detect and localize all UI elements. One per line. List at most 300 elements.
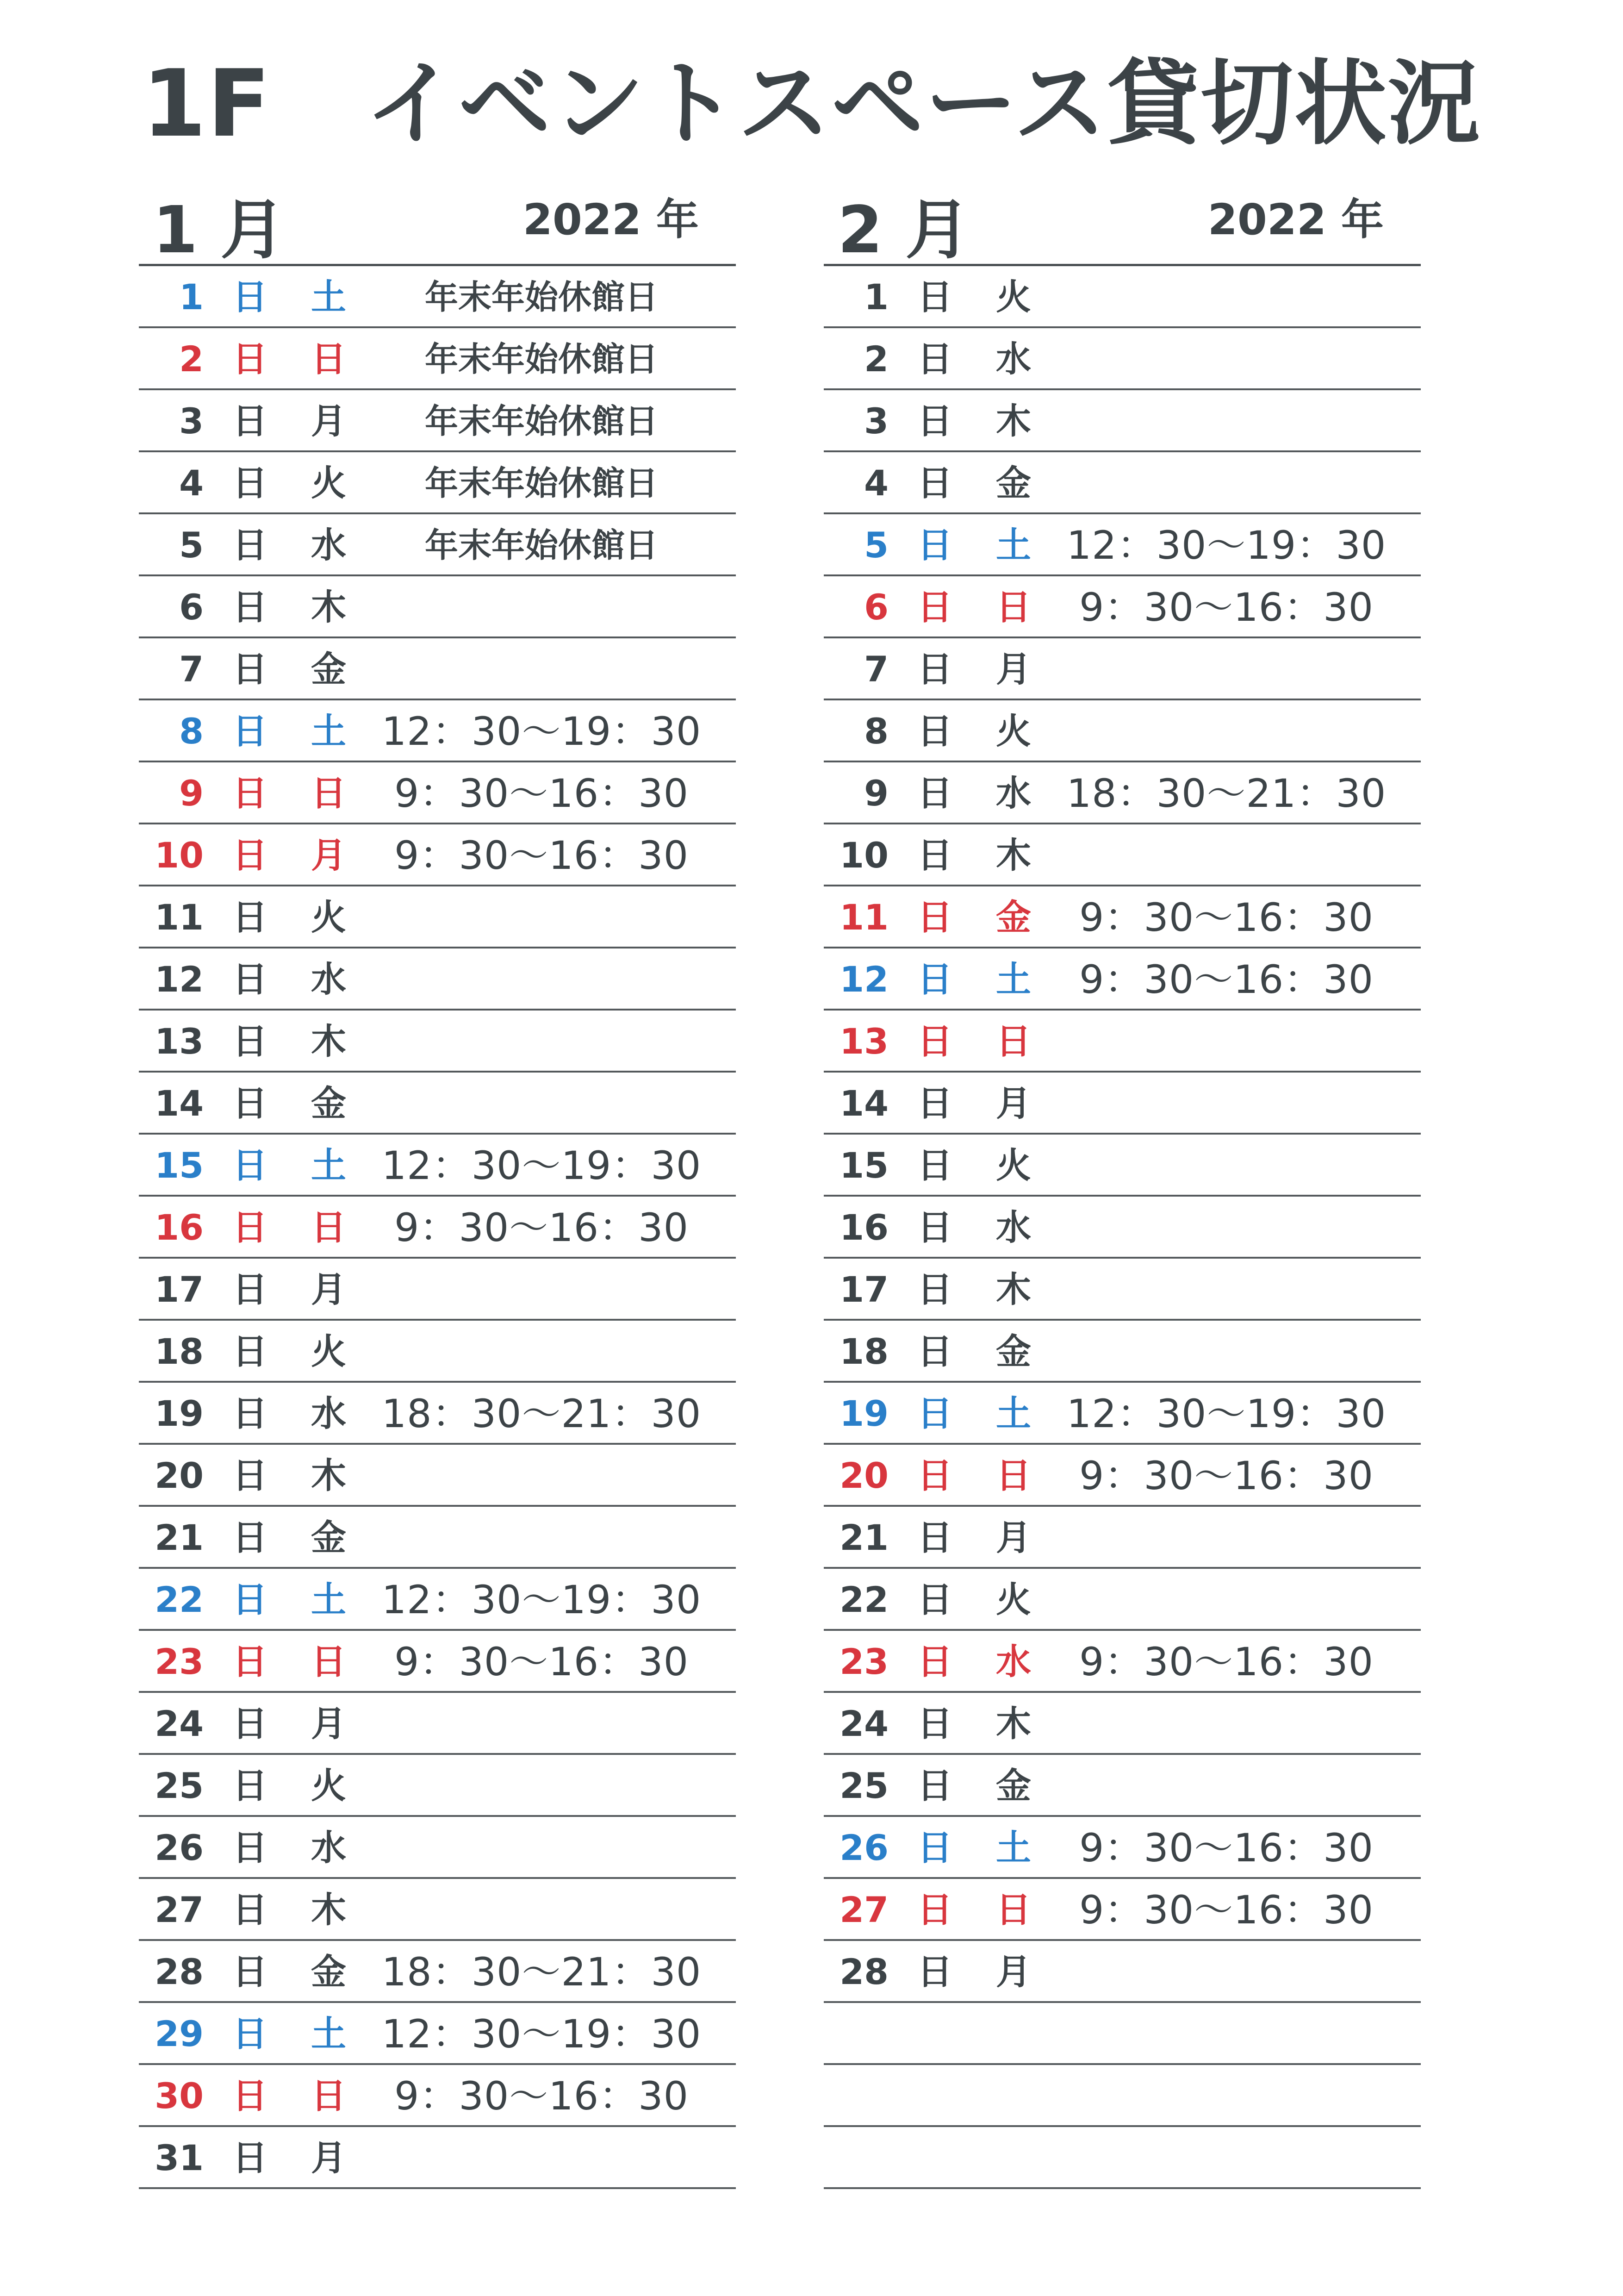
day-suffix: 日	[232, 1393, 267, 1434]
day-number: 24	[155, 1703, 204, 1744]
reservation-time	[379, 1011, 703, 1071]
day-number: 20	[839, 1455, 889, 1496]
day-number: 22	[839, 1579, 889, 1620]
day-suffix: 日	[232, 1207, 267, 1248]
day-suffix: 日	[917, 1393, 952, 1434]
day-row	[824, 700, 1421, 762]
day-row	[139, 328, 736, 390]
day-of-week: 土	[311, 711, 346, 752]
day-of-week: 水	[996, 338, 1031, 380]
day-suffix: 日	[232, 338, 267, 380]
day-number	[824, 2003, 889, 2063]
day-row	[824, 1197, 1421, 1259]
reservation-time	[1064, 1259, 1388, 1319]
day-suffix	[912, 2065, 958, 2125]
day-row	[824, 1011, 1421, 1073]
day-suffix: 日	[232, 649, 267, 690]
month-january	[139, 190, 736, 2189]
day-suffix: 日	[232, 400, 267, 442]
reservation-time	[1064, 2003, 1388, 2063]
day-number: 4	[179, 462, 204, 504]
reservation-time: 9：30～16：30	[1079, 895, 1374, 940]
day-row	[139, 2127, 736, 2189]
day-number: 9	[864, 773, 889, 814]
day-row	[824, 2065, 1421, 2127]
day-suffix: 日	[232, 897, 267, 938]
day-row	[824, 328, 1421, 390]
reservation-time: 12：30～19：30	[381, 1577, 702, 1622]
reservation-time: 12：30～19：30	[381, 709, 702, 754]
day-number: 23	[155, 1641, 204, 1682]
day-row	[139, 1941, 736, 2003]
reservation-time: 9：30～16：30	[1079, 1453, 1374, 1498]
day-row	[824, 1445, 1421, 1507]
day-number: 28	[839, 1951, 889, 1992]
reservation-time: 9：30～16：30	[1079, 1825, 1374, 1871]
day-of-week	[990, 2065, 1037, 2125]
reservation-time	[379, 948, 703, 1009]
day-row	[139, 824, 736, 886]
day-number: 31	[155, 2137, 204, 2178]
day-row	[139, 1507, 736, 1569]
day-row	[824, 1941, 1421, 2003]
day-suffix: 日	[917, 1331, 952, 1372]
day-number: 1	[864, 276, 889, 318]
day-of-week: 木	[311, 586, 346, 628]
day-row	[824, 1693, 1421, 1755]
day-row	[139, 1879, 736, 1941]
day-row	[139, 514, 736, 576]
reservation-time	[379, 1259, 703, 1319]
day-number: 21	[155, 1517, 204, 1558]
day-row	[824, 1383, 1421, 1445]
reservation-time: 12：30～19：30	[381, 2011, 702, 2057]
reservation-time	[1064, 1321, 1388, 1381]
day-row	[824, 886, 1421, 948]
day-row	[824, 1879, 1421, 1941]
day-suffix: 日	[917, 1641, 952, 1682]
day-of-week: 水	[311, 959, 346, 1000]
year-label: 2022 年	[522, 195, 699, 244]
day-number: 25	[155, 1765, 204, 1806]
reservation-time	[379, 1693, 703, 1753]
day-suffix: 日	[917, 338, 952, 380]
day-row	[824, 1507, 1421, 1569]
day-suffix: 日	[232, 276, 267, 318]
day-suffix: 日	[232, 1517, 267, 1558]
day-of-week: 日	[996, 1021, 1031, 1062]
day-row	[824, 1259, 1421, 1321]
day-number: 28	[155, 1951, 204, 1992]
reservation-time: 9：30～16：30	[1079, 1639, 1374, 1685]
day-row	[824, 576, 1421, 638]
reservation-time: 9：30～16：30	[394, 833, 689, 878]
day-list	[824, 266, 1421, 2189]
day-number: 4	[864, 462, 889, 504]
reservation-time	[1064, 700, 1388, 761]
day-list	[139, 266, 736, 2189]
day-row	[824, 948, 1421, 1011]
day-row	[139, 762, 736, 824]
day-of-week: 土	[996, 959, 1031, 1000]
reservation-time: 9：30～16：30	[394, 1639, 689, 1685]
day-suffix: 日	[917, 711, 952, 752]
reservation-time	[379, 886, 703, 947]
year-label: 2022 年	[1207, 195, 1384, 244]
reservation-time	[1064, 638, 1388, 699]
day-number: 21	[839, 1517, 889, 1558]
day-number: 14	[155, 1083, 204, 1124]
day-suffix: 日	[232, 1579, 267, 1620]
day-of-week: 金	[311, 1517, 346, 1558]
reservation-time	[1064, 390, 1388, 450]
day-of-week: 日	[311, 2075, 346, 2116]
day-of-week: 火	[996, 711, 1031, 752]
day-of-week: 水	[311, 1393, 346, 1434]
day-row	[824, 1135, 1421, 1197]
day-of-week: 火	[311, 1331, 346, 1372]
day-suffix: 日	[917, 1269, 952, 1310]
day-suffix: 日	[232, 711, 267, 752]
day-suffix: 日	[917, 1579, 952, 1620]
day-of-week: 金	[996, 1765, 1031, 1806]
day-of-week: 月	[311, 1703, 346, 1744]
day-suffix: 日	[232, 1455, 267, 1496]
day-suffix: 日	[917, 462, 952, 504]
day-number: 24	[839, 1703, 889, 1744]
day-number: 29	[155, 2013, 204, 2054]
day-number: 25	[839, 1765, 889, 1806]
day-of-week: 木	[311, 1889, 346, 1930]
reservation-time	[379, 1321, 703, 1381]
day-row	[139, 1321, 736, 1383]
day-suffix: 日	[917, 1889, 952, 1930]
day-number: 7	[864, 649, 889, 690]
day-of-week: 火	[996, 1579, 1031, 1620]
day-row	[824, 1817, 1421, 1879]
day-suffix: 日	[917, 276, 952, 318]
day-suffix: 日	[232, 1703, 267, 1744]
day-number: 8	[179, 711, 204, 752]
day-row	[139, 2065, 736, 2127]
reservation-time	[1064, 266, 1388, 326]
reservation-time	[379, 576, 703, 636]
day-of-week: 土	[996, 1827, 1031, 1868]
day-suffix: 日	[917, 835, 952, 876]
reservation-time: 9：30～16：30	[394, 1205, 689, 1250]
day-number: 6	[864, 586, 889, 628]
reservation-time: 12：30～19：30	[1066, 523, 1387, 568]
day-of-week: 土	[996, 524, 1031, 566]
reservation-time	[1064, 1135, 1388, 1195]
day-of-week: 火	[996, 1145, 1031, 1186]
day-row	[824, 390, 1421, 452]
day-number: 11	[839, 897, 889, 938]
day-suffix: 日	[232, 835, 267, 876]
day-number: 26	[839, 1827, 889, 1868]
day-suffix: 日	[917, 1827, 952, 1868]
month-label: 2 月	[838, 193, 970, 268]
day-number: 15	[839, 1145, 889, 1186]
day-of-week: 水	[311, 524, 346, 566]
day-row	[139, 1383, 736, 1445]
day-row	[824, 762, 1421, 824]
day-suffix: 日	[917, 1021, 952, 1062]
reservation-time	[1064, 1941, 1388, 2001]
day-of-week: 月	[996, 1951, 1031, 1992]
day-suffix: 日	[232, 1641, 267, 1682]
day-number	[824, 2065, 889, 2125]
day-suffix: 日	[232, 524, 267, 566]
day-of-week: 金	[996, 1331, 1031, 1372]
day-of-week: 月	[311, 400, 346, 442]
day-number: 27	[155, 1889, 204, 1930]
day-of-week: 土	[311, 1579, 346, 1620]
day-number: 26	[155, 1827, 204, 1868]
day-of-week: 土	[311, 276, 346, 318]
day-of-week: 日	[311, 773, 346, 814]
day-number: 17	[155, 1269, 204, 1310]
day-number: 12	[155, 959, 204, 1000]
reservation-time	[379, 1817, 703, 1877]
reservation-time: 9：30～16：30	[1079, 1887, 1374, 1933]
day-suffix: 日	[917, 1455, 952, 1496]
day-number: 7	[179, 649, 204, 690]
day-number	[824, 2127, 889, 2187]
day-row	[139, 1011, 736, 1073]
day-number: 16	[155, 1207, 204, 1248]
reservation-time	[1064, 2127, 1388, 2187]
day-number: 3	[179, 400, 204, 442]
day-suffix: 日	[232, 2013, 267, 2054]
reservation-time	[1064, 452, 1388, 512]
day-of-week: 火	[996, 276, 1031, 318]
day-suffix: 日	[232, 1331, 267, 1372]
month-header	[824, 190, 1421, 266]
day-row	[824, 638, 1421, 700]
day-suffix	[912, 2127, 958, 2187]
day-of-week: 木	[311, 1455, 346, 1496]
day-row	[139, 700, 736, 762]
reservation-time	[1064, 2065, 1388, 2125]
day-row	[824, 1631, 1421, 1693]
day-number: 19	[155, 1393, 204, 1434]
day-suffix: 日	[232, 1827, 267, 1868]
day-number: 30	[155, 2075, 204, 2116]
day-number: 23	[839, 1641, 889, 1682]
day-number: 6	[179, 586, 204, 628]
reservation-time	[379, 1507, 703, 1567]
day-suffix: 日	[917, 773, 952, 814]
reservation-time	[1064, 1073, 1388, 1133]
day-number: 27	[839, 1889, 889, 1930]
day-of-week: 月	[311, 835, 346, 876]
day-suffix: 日	[917, 586, 952, 628]
day-row	[139, 1755, 736, 1817]
closed-note: 年末年始休館日	[424, 526, 658, 565]
day-of-week: 土	[311, 1145, 346, 1186]
day-row	[824, 824, 1421, 886]
day-of-week: 火	[311, 897, 346, 938]
day-of-week	[990, 2127, 1037, 2187]
day-number: 13	[839, 1021, 889, 1062]
day-number: 16	[839, 1207, 889, 1248]
reservation-time	[1064, 1197, 1388, 1257]
day-of-week: 木	[996, 1703, 1031, 1744]
day-number: 5	[179, 524, 204, 566]
day-of-week: 土	[311, 2013, 346, 2054]
reservation-time	[1064, 1507, 1388, 1567]
reservation-time	[379, 1755, 703, 1815]
day-suffix: 日	[232, 2075, 267, 2116]
closed-note: 年末年始休館日	[424, 340, 658, 379]
day-of-week: 水	[996, 1207, 1031, 1248]
day-row	[824, 266, 1421, 328]
day-row	[139, 948, 736, 1011]
reservation-time: 9：30～16：30	[394, 2073, 689, 2119]
day-suffix: 日	[917, 649, 952, 690]
day-suffix: 日	[232, 1269, 267, 1310]
day-of-week: 木	[311, 1021, 346, 1062]
day-of-week	[990, 2003, 1037, 2063]
day-of-week: 木	[996, 1269, 1031, 1310]
reservation-time	[1064, 1569, 1388, 1629]
day-row	[824, 514, 1421, 576]
day-of-week: 金	[311, 1951, 346, 1992]
day-number: 1	[179, 276, 204, 318]
day-row	[824, 1073, 1421, 1135]
day-number: 12	[839, 959, 889, 1000]
day-of-week: 月	[311, 1269, 346, 1310]
day-suffix: 日	[917, 1207, 952, 1248]
day-of-week: 月	[996, 1517, 1031, 1558]
month-header	[139, 190, 736, 266]
day-suffix: 日	[232, 2137, 267, 2178]
reservation-time: 9：30～16：30	[1079, 957, 1374, 1002]
day-number: 11	[155, 897, 204, 938]
day-of-week: 日	[311, 338, 346, 380]
day-number: 19	[839, 1393, 889, 1434]
closed-note: 年末年始休館日	[424, 278, 658, 317]
closed-note: 年末年始休館日	[424, 464, 658, 503]
day-number: 8	[864, 711, 889, 752]
day-row	[139, 638, 736, 700]
day-suffix: 日	[232, 462, 267, 504]
day-of-week: 金	[311, 1083, 346, 1124]
reservation-time	[1064, 1011, 1388, 1071]
reservation-time	[379, 1879, 703, 1939]
reservation-time	[379, 1073, 703, 1133]
day-number: 18	[155, 1331, 204, 1372]
day-of-week: 金	[996, 897, 1031, 938]
day-suffix: 日	[232, 1951, 267, 1992]
reservation-time	[1064, 1693, 1388, 1753]
day-number: 10	[155, 835, 204, 876]
day-suffix: 日	[917, 1517, 952, 1558]
day-row	[139, 1569, 736, 1631]
reservation-time: 12：30～19：30	[1066, 1391, 1387, 1436]
day-row	[139, 1817, 736, 1879]
day-row	[139, 1445, 736, 1507]
day-suffix: 日	[232, 1083, 267, 1124]
day-suffix: 日	[917, 1083, 952, 1124]
reservation-time: 12：30～19：30	[381, 1143, 702, 1188]
reservation-time	[1064, 328, 1388, 388]
reservation-time	[379, 1445, 703, 1505]
reservation-time: 18：30～21：30	[381, 1949, 702, 1995]
reservation-time: 18：30～21：30	[381, 1391, 702, 1436]
day-suffix: 日	[917, 897, 952, 938]
day-row	[824, 1321, 1421, 1383]
reservation-time	[1064, 1755, 1388, 1815]
day-of-week: 水	[996, 773, 1031, 814]
day-row	[139, 1197, 736, 1259]
day-row	[139, 266, 736, 328]
day-row	[139, 1135, 736, 1197]
day-row	[139, 1073, 736, 1135]
reservation-time	[379, 638, 703, 699]
day-number: 20	[155, 1455, 204, 1496]
day-suffix: 日	[917, 1703, 952, 1744]
day-suffix: 日	[917, 1951, 952, 1992]
day-of-week: 日	[996, 586, 1031, 628]
day-number: 5	[864, 524, 889, 566]
day-of-week: 月	[311, 2137, 346, 2178]
day-number: 17	[839, 1269, 889, 1310]
day-of-week: 月	[996, 1083, 1031, 1124]
day-number: 2	[179, 338, 204, 380]
day-number: 3	[864, 400, 889, 442]
day-row	[824, 2127, 1421, 2189]
day-of-week: 月	[996, 649, 1031, 690]
day-row	[139, 1693, 736, 1755]
closed-note: 年末年始休館日	[424, 402, 658, 441]
day-suffix: 日	[917, 959, 952, 1000]
day-of-week: 日	[311, 1207, 346, 1248]
day-of-week: 土	[996, 1393, 1031, 1434]
day-suffix: 日	[917, 524, 952, 566]
day-suffix: 日	[232, 1021, 267, 1062]
day-of-week: 日	[311, 1641, 346, 1682]
reservation-time: 9：30～16：30	[1079, 585, 1374, 630]
day-row	[139, 390, 736, 452]
reservation-time: 9：30～16：30	[394, 771, 689, 816]
reservation-time: 18：30～21：30	[1066, 771, 1387, 816]
day-row	[139, 1259, 736, 1321]
day-of-week: 日	[996, 1889, 1031, 1930]
day-suffix: 日	[232, 586, 267, 628]
day-number: 22	[155, 1579, 204, 1620]
day-of-week: 火	[311, 1765, 346, 1806]
page-title: 1F イベントスペース貸切状況	[142, 50, 1481, 158]
reservation-time	[379, 2127, 703, 2187]
day-row	[139, 886, 736, 948]
reservation-time	[1064, 824, 1388, 885]
day-suffix: 日	[232, 773, 267, 814]
day-of-week: 木	[996, 400, 1031, 442]
day-row	[824, 1755, 1421, 1817]
day-suffix: 日	[917, 1145, 952, 1186]
day-of-week: 木	[996, 835, 1031, 876]
day-suffix: 日	[232, 1145, 267, 1186]
day-row	[824, 1569, 1421, 1631]
day-of-week: 金	[311, 649, 346, 690]
day-number: 2	[864, 338, 889, 380]
day-of-week: 火	[311, 462, 346, 504]
day-row	[139, 2003, 736, 2065]
day-suffix: 日	[917, 400, 952, 442]
day-suffix: 日	[232, 1889, 267, 1930]
